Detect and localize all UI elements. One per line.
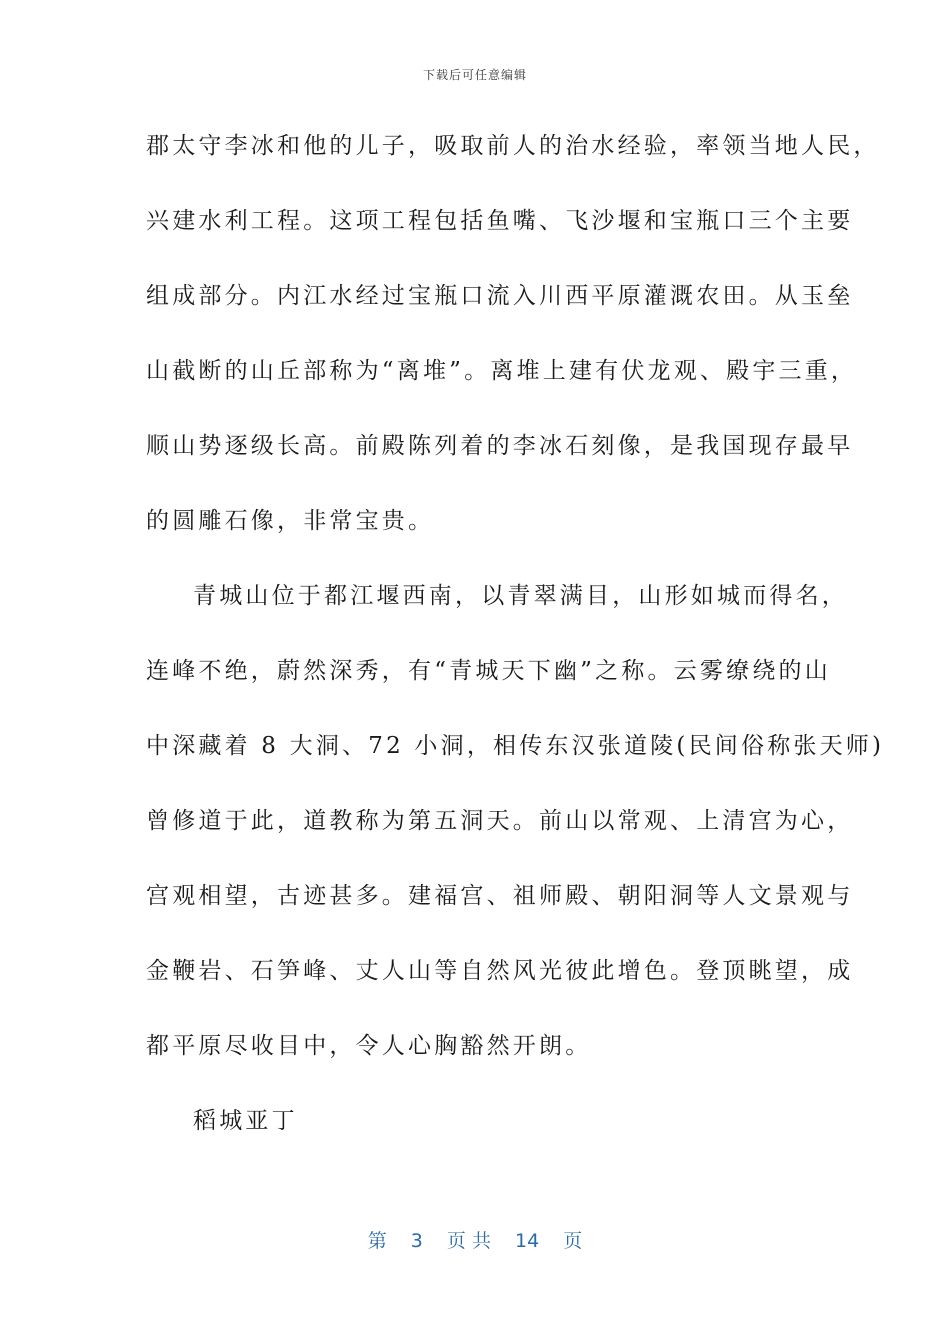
text-line: 郡太守李冰和他的儿子，吸取前人的治水经验，率领当地人民， [146, 133, 880, 159]
header-note: 下载后可任意编辑 [422, 68, 527, 82]
footer-label-suffix: 页 [563, 1230, 583, 1252]
section-heading: 稻城亚丁 [193, 1108, 298, 1134]
text-line: 金鞭岩、石笋峰、丈人山等自然风光彼此增色。登顶眺望，成 [146, 958, 854, 984]
current-page-number: 3 [410, 1230, 423, 1252]
body-text [146, 118, 885, 1168]
text-line: 组成部分。内江水经过宝瓶口流入川西平原灌溉农田。从玉垒 [146, 283, 854, 309]
total-pages-number: 14 [515, 1230, 540, 1252]
text-line: 兴建水利工程。这项工程包括鱼嘴、飞沙堰和宝瓶口三个主要 [146, 208, 854, 234]
text-line: 连峰不绝，蔚然深秀，有“青城天下幽”之称。云雾缭绕的山 [146, 658, 831, 684]
page-footer [0, 1226, 950, 1253]
footer-label-prefix: 第 [367, 1230, 387, 1252]
text-line: 曾修道于此，道教称为第五洞天。前山以常观、上清宫为心， [146, 808, 854, 834]
text-line: 都平原尽收目中，令人心胸豁然开朗。 [146, 1033, 592, 1059]
text-line: 中深藏着 8 大洞、72 小洞，相传东汉张道陵(民间俗称张天师) [146, 733, 885, 759]
text-line: 宫观相望，古迹甚多。建福宫、祖师殿、朝阳洞等人文景观与 [146, 883, 854, 909]
footer-label-middle: 页 共 [446, 1230, 491, 1252]
text-line: 山截断的山丘部称为“离堆”。离堆上建有伏龙观、殿宇三重， [146, 358, 858, 384]
text-line: 的圆雕石像，非常宝贵。 [146, 508, 435, 534]
paragraph-start-line: 青城山位于都江堰西南，以青翠满目，山形如城而得名， [193, 583, 848, 609]
text-line: 顺山势逐级长高。前殿陈列着的李冰石刻像，是我国现存最早 [146, 433, 854, 459]
